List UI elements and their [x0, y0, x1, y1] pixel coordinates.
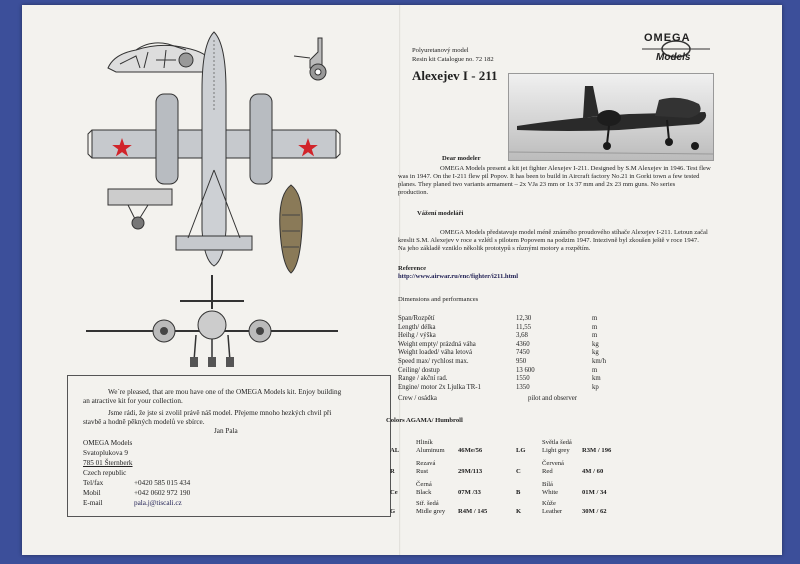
vazeni-line-2: kreslit S.M. Alexejev v roce a vzlétl s pilotem Popovem na podzim 1947. Intezivně byl zkoušen ještě v roce 1947.	[398, 237, 699, 244]
dimension-value: 4360	[516, 341, 530, 348]
dimension-label: Length/ délka	[398, 324, 436, 331]
dimension-unit: m	[592, 324, 598, 331]
vazeni-heading: Vážení modeláři	[417, 210, 464, 217]
color-name-cz: Červená	[542, 460, 564, 467]
color-number: 46Me/56	[458, 447, 483, 454]
dimension-unit: kp	[592, 384, 599, 391]
dimension-unit: m	[592, 315, 598, 322]
greeting-line-1: We´re pleased, that are mou have one of the OMEGA Models kit. Enjoy building	[108, 388, 342, 396]
dimension-row	[398, 332, 648, 341]
dear-modeler-heading: Dear modeler	[442, 155, 481, 162]
dimension-value: 13 600	[516, 367, 535, 374]
dear-modeler-line-1: OMEGA Models present a kit jet fighter Alexejev I-211. Designed by S.M Alexejev in 1946. Test flew	[440, 165, 711, 172]
color-code: K	[516, 508, 522, 515]
dimension-value: pilot and observer	[528, 395, 578, 402]
color-name-cz: Stř. šedá	[416, 500, 439, 507]
color-name-en: Aluminum	[416, 447, 445, 454]
color-number: 07M /33	[458, 489, 481, 496]
color-code: Ce	[390, 489, 398, 496]
dimension-label: Span/Rozpětí	[398, 315, 435, 322]
color-name-cz: Kůže	[542, 500, 556, 507]
color-name-en: White	[542, 489, 559, 496]
greeting-signature: Jan Pala	[214, 427, 238, 435]
mobil-value: +042 0602 972 190	[134, 489, 191, 497]
color-number: 01M / 34	[582, 489, 607, 496]
vazeni-line-3: Na jeho základě vzniklo několik prototypů s různými motory a rozpětím.	[398, 245, 591, 252]
color-name-cz: Rezavá	[416, 460, 436, 467]
email-label: E-mail	[83, 499, 103, 507]
aircraft-top-view	[86, 30, 346, 275]
page-title: Alexejev I - 211	[412, 68, 498, 83]
dimension-unit: m	[592, 332, 598, 339]
dear-modeler-line-3: planes. They planed two variants armament – 2x VJa 23 mm or 1x 37 mm and 2x 23 mm guns. No series	[398, 181, 676, 188]
dimension-label: Ceiling/ dostup	[398, 367, 440, 374]
reference-link[interactable]: http://www.airwar.ru/enc/fighter/i211.html	[398, 273, 519, 280]
address-city: 785 01 Šternberk	[83, 459, 133, 467]
dimension-unit: km/h	[592, 358, 606, 365]
color-number: R4M / 145	[458, 508, 488, 515]
address-country: Czech republic	[83, 469, 127, 477]
tel-value: +0420 585 015 434	[134, 479, 191, 487]
color-name-en: Black	[416, 489, 432, 496]
instruction-sheet	[22, 5, 782, 555]
dimension-label: Weight loaded/ váha letová	[398, 349, 473, 356]
color-code: R	[390, 468, 395, 475]
dimension-value: 7450	[516, 349, 530, 356]
dimension-unit: kg	[592, 341, 599, 348]
dear-modeler-line-2: was in 1947. On the I-211 flew pil Popov. It has been to build in Aircraft factory No.21 in Gorki town a few tested	[398, 173, 700, 180]
dimension-value: 12,30	[516, 315, 532, 322]
dimension-unit: km	[592, 375, 601, 382]
reference-heading: Reference	[398, 265, 427, 272]
mobil-label: Mobil	[83, 489, 101, 497]
dimension-value: 3,68	[516, 332, 528, 339]
color-name-en: Rust	[416, 468, 429, 475]
greeting-line-3: Jsme rádi, že jste si zvolil právě náš model. Přejeme mnoho hezkých chvil při	[108, 409, 332, 417]
engine-cutaway-drawing	[278, 185, 304, 273]
logo-bottom-text: Models	[656, 52, 691, 63]
color-code: AL	[390, 447, 400, 454]
color-code: G	[390, 508, 396, 515]
dear-modeler-line-4: production.	[398, 189, 429, 196]
email-link[interactable]: pala.j@tiscali.cz	[134, 499, 182, 507]
dimension-row	[398, 349, 648, 358]
color-name-en: Midle grey	[416, 508, 446, 515]
dimension-value: 950	[516, 358, 527, 365]
dimension-label: Heihg / výška	[398, 332, 436, 339]
color-name-en: Red	[542, 468, 553, 475]
color-number: R3M / 196	[582, 447, 612, 454]
dimension-label: Weight empty/ prázdná váha	[398, 341, 476, 348]
color-name-cz: Černá	[416, 481, 432, 488]
greeting-line-2: an atractive kit for your collection.	[83, 397, 183, 405]
color-number: 30M / 62	[582, 508, 607, 515]
dimension-label: Speed max/ rychlost max.	[398, 358, 469, 365]
omega-logo	[634, 32, 718, 66]
color-name-cz: Bílá	[542, 481, 553, 488]
dimension-row	[398, 384, 648, 393]
color-code: LG	[516, 447, 526, 454]
landing-gear-detail-drawing	[108, 187, 173, 232]
dimension-row	[398, 375, 648, 384]
dimension-row	[398, 315, 648, 324]
color-code: C	[516, 468, 521, 475]
color-name-en: Light grey	[542, 447, 570, 454]
vazeni-line-1: OMEGA Models představuje model méně známého proudového stíhače Alexejev I-211. Letoun začal	[440, 229, 708, 236]
dimension-value: 1550	[516, 375, 530, 382]
color-code: B	[516, 489, 521, 496]
model-type: Polyuretanový model	[412, 47, 469, 54]
aircraft-photo	[508, 73, 714, 161]
color-number: 29M/113	[458, 468, 483, 475]
dimension-value: 1350	[516, 384, 530, 391]
greeting-line-4: stavbě a hodně pěkných modelů ve sbírce.	[83, 418, 205, 426]
dimension-value: 11,55	[516, 324, 532, 331]
color-name-cz: Světla šedá	[542, 439, 572, 446]
colors-heading: Colors AGAMA/ Humbroll	[386, 417, 463, 424]
dimension-unit: m	[592, 367, 598, 374]
color-number: 4M / 60	[582, 468, 604, 475]
dimension-unit: kg	[592, 349, 599, 356]
address-company: OMEGA Models	[83, 439, 133, 447]
color-name-cz: Hliník	[416, 439, 433, 446]
tel-label: Tel/fax	[83, 479, 104, 487]
dimension-row	[398, 395, 648, 404]
kit-catalogue: Resin kit Catalogue no. 72 182	[412, 56, 494, 63]
color-name-en: Leather	[542, 508, 563, 515]
address-street: Svatoplukova 9	[83, 449, 128, 457]
dimension-label: Engine/ motor 2x Ljulka TR-1	[398, 384, 481, 391]
logo-top-text: OMEGA	[644, 32, 691, 44]
dimension-row	[398, 358, 648, 367]
dimension-label: Range / akční rad.	[398, 375, 448, 382]
dimension-label: Crew / osádka	[398, 395, 437, 402]
dimensions-heading: Dimensions and performances	[398, 296, 479, 303]
aircraft-front-view	[84, 275, 344, 370]
